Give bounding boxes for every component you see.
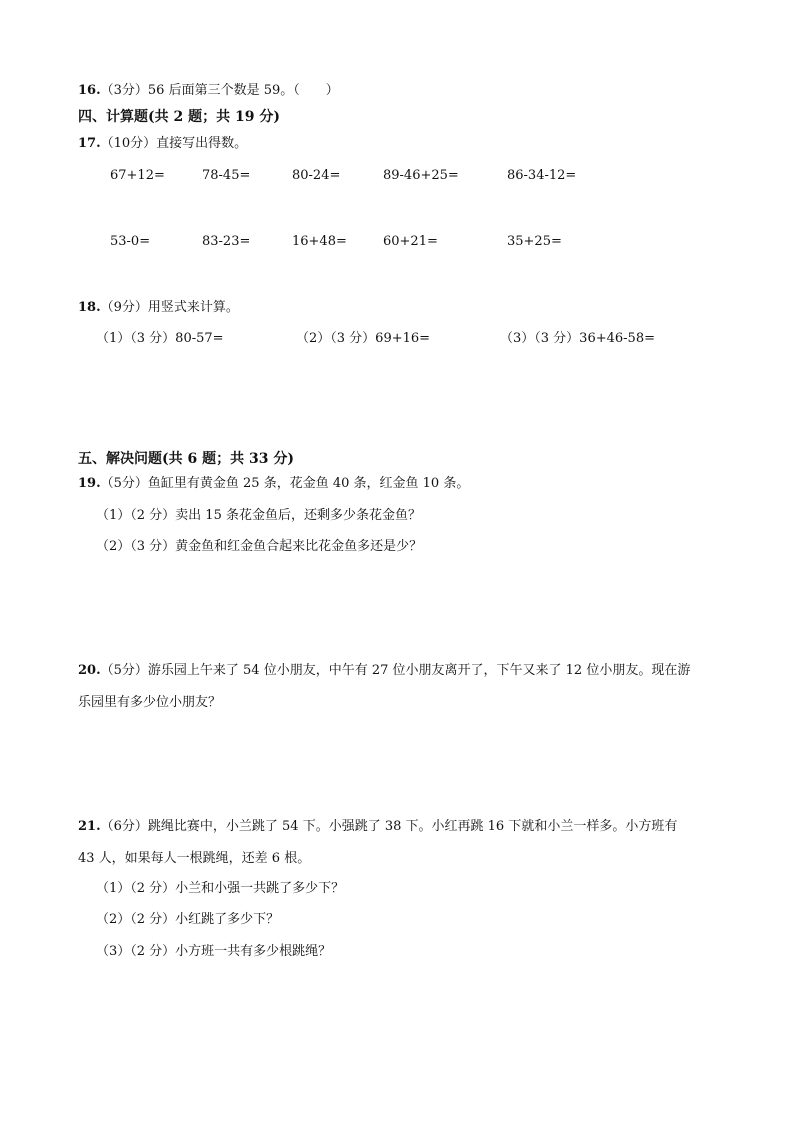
calc-item: 35+25= (507, 234, 562, 249)
question-text: （5分）鱼缸里有黄金鱼 25 条，花金鱼 40 条，红金鱼 10 条。 (100, 476, 470, 491)
sub-question: （1）（3 分）80-57= (96, 331, 224, 346)
sub-question: （3）（2 分）小方班一共有多少根跳绳？ (96, 944, 332, 959)
sub-question: （1）（2 分）小兰和小强一共跳了多少下？ (96, 881, 345, 896)
question-number: 21. (78, 819, 101, 834)
question-number: 19. (78, 476, 101, 491)
question-text-continued: 43 人，如果每人一根跳绳，还差 6 根。 (78, 851, 311, 866)
question-number: 18. (78, 300, 101, 315)
question-16 (78, 82, 339, 100)
sub-question: （2）（2 分）小红跳了多少下？ (96, 912, 280, 927)
question-17 (78, 135, 247, 153)
sub-question: （2）（3 分）黄金鱼和红金鱼合起来比花金鱼多还是少？ (96, 539, 423, 554)
section-title: 四、计算题(共 2 题；共 19 分) (78, 109, 280, 125)
calc-item: 80-24= (292, 168, 341, 183)
question-19 (78, 475, 469, 493)
sub-question: （3）（3 分）36+46-58= (500, 331, 655, 346)
question-21 (78, 818, 677, 836)
question-text: （6分）跳绳比赛中，小兰跳了 54 下。小强跳了 38 下。小红再跳 16 下就和小兰一样多。小方班有 (100, 819, 678, 834)
question-text: （9分）用竖式来计算。 (100, 300, 239, 315)
calc-item: 83-23= (202, 234, 251, 249)
question-text: （10分）直接写出得数。 (100, 136, 248, 151)
question-number: 16. (78, 83, 101, 98)
sub-question: （2）（3 分）69+16= (296, 331, 431, 346)
sub-question: （1）（2 分）卖出 15 条花金鱼后，还剩多少条花金鱼？ (96, 508, 421, 523)
calc-item: 16+48= (292, 234, 347, 249)
calc-item: 78-45= (202, 168, 251, 183)
calc-item: 60+21= (383, 234, 438, 249)
question-text: （5分）游乐园上午来了 54 位小朋友，中午有 27 位小朋友离开了，下午又来了 12 位小朋友。现在游 (100, 663, 691, 678)
question-20 (78, 662, 690, 680)
question-text-continued: 乐园里有多少位小朋友？ (78, 695, 222, 710)
question-number: 17. (78, 136, 101, 151)
question-number: 20. (78, 663, 101, 678)
calc-item: 89-46+25= (383, 168, 459, 183)
calc-item: 86-34-12= (507, 168, 577, 183)
section-title: 五、解决问题(共 6 题；共 33 分) (78, 451, 294, 467)
question-18 (78, 299, 239, 317)
question-text: （3分）56 后面第三个数是 59。（ ） (100, 83, 339, 98)
calc-item: 67+12= (110, 168, 165, 183)
calc-item: 53-0= (110, 234, 151, 249)
